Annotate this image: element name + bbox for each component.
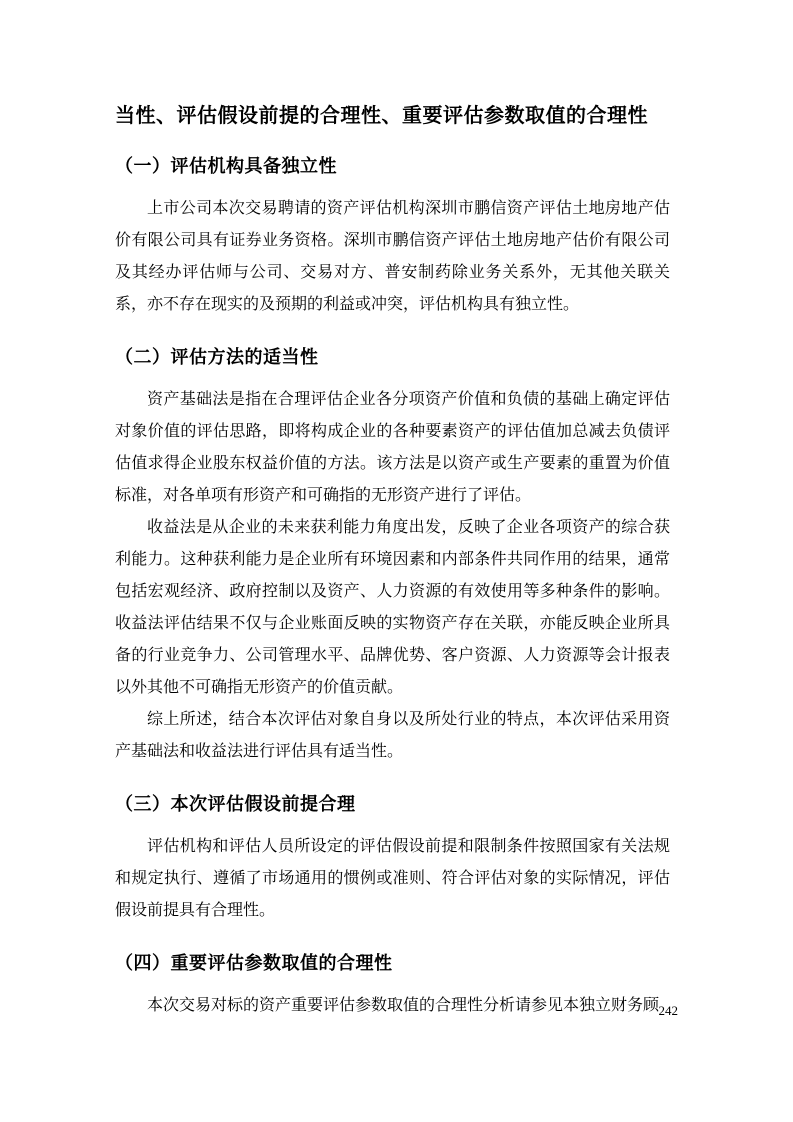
section-assumptions-reasonable: [115, 792, 670, 927]
section-method-suitability: [115, 345, 670, 768]
paragraph: 本次交易对标的资产重要评估参数取值的合理性分析请参见本独立财务顾: [147, 997, 660, 1014]
paragraph: 上市公司本次交易聘请的资产评估机构深圳市鹏信资产评估土地房地产估价有限公司具有证券业务资格。深圳市鹏信资产评估土地房地产估价有限公司及其经办评估师与公司、交易对方、普安制药除业务关系外，无其他关联关系，亦不存在现实的及预期的利益或冲突，评估机构具有独立性。: [115, 200, 670, 313]
page-number: 242: [658, 1003, 678, 1018]
paragraph: 评估机构和评估人员所设定的评估假设前提和限制条件按照国家有关法规和规定执行、遵循了市场通用的惯例或准则、符合评估对象的实际情况，评估假设前提具有合理性。: [115, 838, 670, 919]
section-independence: [115, 154, 670, 321]
document-content: [115, 0, 670, 1022]
section-assumptions-reasonable-heading: （三）本次评估假设前提合理: [115, 794, 356, 814]
document-title: 当性、评估假设前提的合理性、重要评估参数取值的合理性: [115, 105, 648, 127]
paragraph: 收益法是从企业的未来获利能力角度出发，反映了企业各项资产的综合获利能力。这种获利能力是企业所有环境因素和内部条件共同作用的结果，通常包括宏观经济、政府控制以及资产、人力资源的有效使用等多种条件的影响。收益法评估结果不仅与企业账面反映的实物资产存在关联，亦能反映企业所具备的行业竞争力、公司管理水平、品牌优势、客户资源、人力资源等会计报表以外其他不可确指无形资产的价值贡献。: [115, 519, 670, 696]
section-parameter-rationality-heading: （四）重要评估参数取值的合理性: [115, 953, 393, 973]
section-method-suitability-heading: （二）评估方法的适当性: [115, 347, 319, 367]
paragraph: 资产基础法是指在合理评估企业各分项资产价值和负债的基础上确定评估对象价值的评估思路，即将构成企业的各种要素资产的评估值加总减去负债评估值求得企业股东权益价值的方法。该方法是以资产或生产要素的重置为价值标准，对各单项有形资产和可确指的无形资产进行了评估。: [115, 391, 670, 504]
section-independence-heading: （一）评估机构具备独立性: [115, 156, 337, 176]
section-parameter-rationality: [115, 951, 670, 1022]
paragraph: 综上所述，结合本次评估对象自身以及所处行业的特点，本次评估采用资产基础法和收益法进行评估具有适当性。: [115, 711, 670, 760]
